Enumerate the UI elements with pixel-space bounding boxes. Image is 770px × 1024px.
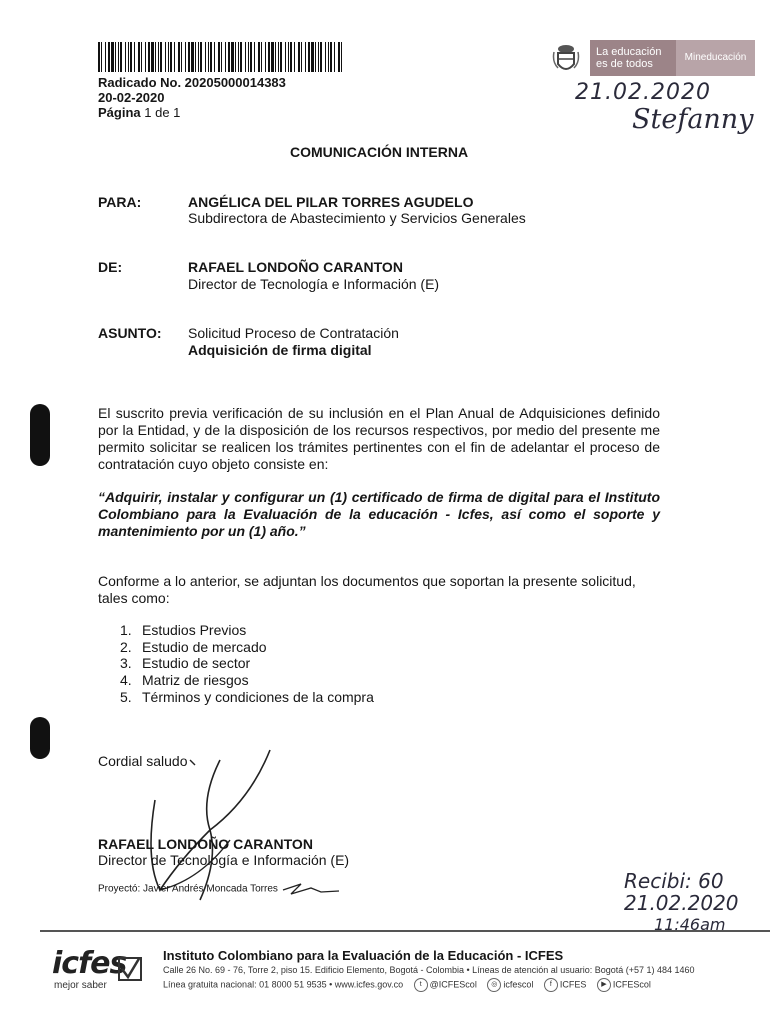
body-paragraph-1: El suscrito previa verificación de su inclusión en el Plan Anual de Adquisiciones definido por la Entidad, y de la disposición de los recursos respectivos, por medio del presente me permito solicitar se realicen los trámites pertinentes con el fin de adelantar el proceso de contratación cuyo objeto consiste en: — [98, 405, 660, 472]
brand-ministry: Mineducación — [684, 52, 747, 63]
list-item: 4. Matriz de riesgos — [120, 672, 249, 689]
footer-institution-name: Instituto Colombiano para la Evaluación de la Educación - ICFES — [163, 948, 564, 963]
drafted-by-note: Proyectó: Javier Andrés Moncada Torres — [98, 882, 341, 896]
document-title: COMUNICACIÓN INTERNA — [290, 144, 469, 160]
handwritten-receipt-note: Recibi: 60 21.02.2020 11:46am — [624, 869, 739, 934]
closing-salutation: Cordial saludo — [98, 753, 188, 769]
list-item: 5. Términos y condiciones de la compra — [120, 688, 374, 705]
check-box-icon — [118, 957, 142, 981]
facebook-icon: f — [544, 978, 558, 992]
handwritten-received-date: 21.02.2020 — [575, 80, 711, 105]
de-role: Director de Tecnología e Información (E) — [188, 276, 440, 292]
page-indicator — [98, 105, 180, 120]
radicado-number: Radicado No. 20205000014383 — [98, 75, 286, 90]
attached-documents-list — [120, 622, 374, 706]
list-item: 2. Estudio de mercado — [120, 638, 267, 655]
punch-hole-bottom — [30, 717, 50, 759]
asunto-line2: Adquisición de firma digital — [188, 342, 372, 358]
footer-contact-line: Línea gratuita nacional: 01 8000 51 9535 • www.icfes.gov.co t @ICFEScol ◎ icfescol f ICFES ▶ ICFEScol — [163, 978, 651, 992]
initials-scribble — [281, 882, 341, 896]
asunto-label: ASUNTO: — [98, 325, 162, 341]
footer-divider — [40, 930, 770, 932]
de-label: DE: — [98, 259, 123, 275]
punch-hole-top — [30, 404, 50, 466]
list-item: 1. Estudios Previos — [120, 622, 247, 638]
de-name: RAFAEL LONDOÑO CARANTON — [188, 259, 403, 275]
barcode — [98, 42, 344, 72]
body-paragraph-2: Conforme a lo anterior, se adjuntan los documentos que soportan la presente solicitud, tales como: — [98, 573, 636, 606]
page-label: Página — [98, 105, 141, 120]
signer-name: RAFAEL LONDOÑO CARANTON — [98, 836, 313, 852]
page-value: 1 de 1 — [144, 105, 181, 120]
asunto-line1: Solicitud Proceso de Contratación — [188, 325, 399, 341]
coat-of-arms-icon — [552, 42, 580, 76]
twitter-icon: t — [414, 978, 428, 992]
para-label: PARA: — [98, 194, 142, 210]
para-role: Subdirectora de Abastecimiento y Servicios Generales — [188, 210, 526, 226]
list-item: 3. Estudio de sector — [120, 655, 251, 672]
signer-role: Director de Tecnología e Información (E) — [98, 852, 350, 868]
radicado-date: 20-02-2020 — [98, 90, 165, 105]
instagram-icon: ◎ — [487, 978, 501, 992]
mineducacion-banner — [590, 40, 755, 76]
icfes-logo: icfes — [52, 946, 127, 981]
brand-slogan: La educación es de todos — [590, 40, 676, 76]
contract-object-quote: “Adquirir, instalar y configurar un (1) certificado de firma de digital para el Instituto Colombiano para la Evaluación de la educación - Icfes, así como el soporte y mantenimiento por un (1) año.” — [98, 489, 660, 539]
handwritten-receiver-name: Stefanny — [632, 104, 754, 135]
icfes-tagline: mejor saber — [54, 980, 107, 991]
para-name: ANGÉLICA DEL PILAR TORRES AGUDELO — [188, 194, 474, 210]
youtube-icon: ▶ — [597, 978, 611, 992]
footer-address-line: Calle 26 No. 69 - 76, Torre 2, piso 15. Edificio Elemento, Bogotá - Colombia • Líneas de atención al usuario: Bogotá (+57 1) 484 1460 — [163, 965, 695, 975]
